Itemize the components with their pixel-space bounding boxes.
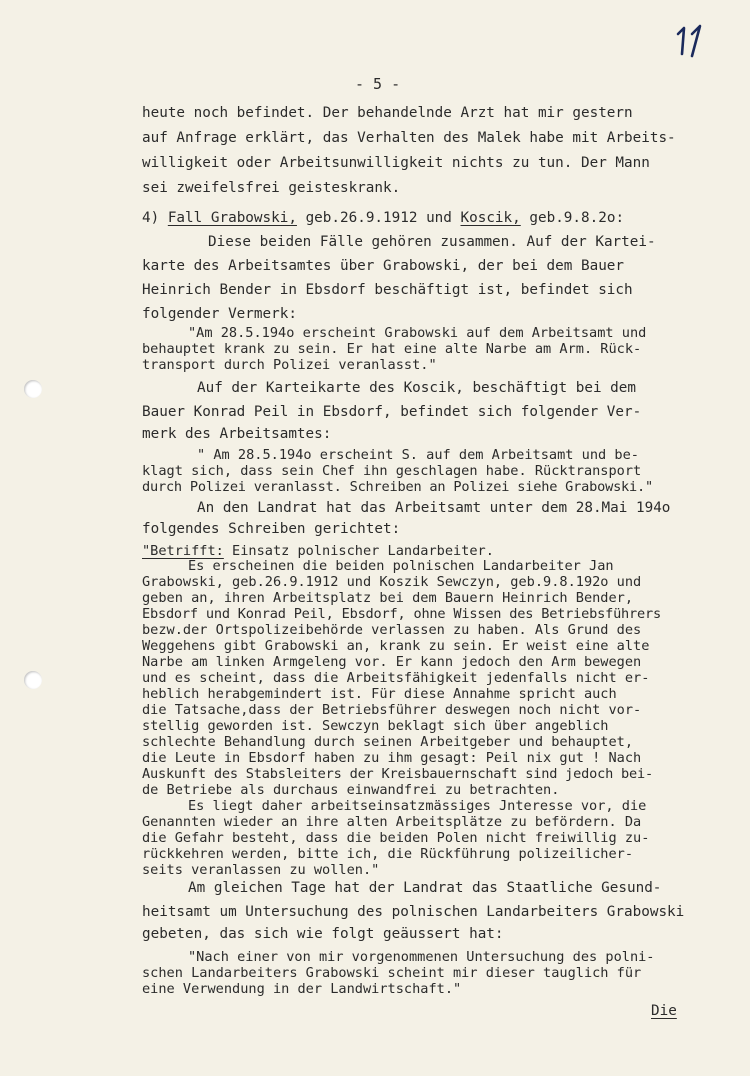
letter-subject-text: Einsatz polnischer Landarbeiter. [223, 543, 494, 559]
quote-line: eine Verwendung in der Landwirtschaft." [142, 981, 462, 997]
letter-line: schlechte Behandlung durch seinen Arbeitgeber und behauptet, [142, 734, 634, 750]
letter-line: Genannten wieder an ihre alten Arbeitsplätze zu befördern. Da [142, 814, 642, 830]
text-line: Bauer Konrad Peil in Ebsdorf, befindet sich folgender Ver- [142, 404, 642, 420]
letter-line: Es liegt daher arbeitseinsatzmässiges Jnteresse vor, die [188, 798, 647, 814]
text-line: heute noch befindet. Der behandelnde Arzt hat mir gestern [142, 105, 633, 121]
text-line: Heinrich Bender in Ebsdorf beschäftigt ist, befindet sich [142, 282, 633, 298]
text-line: An den Landrat hat das Arbeitsamt unter dem 28.Mai 194o [197, 500, 671, 516]
letter-line: Grabowski, geb.26.9.1912 und Koszik Sewczyn, geb.9.8.192o und [142, 574, 642, 590]
letter-subject-label: "Betrifft: [142, 543, 224, 559]
letter-line: die Leute in Ebsdorf haben zu ihm gesagt: Peil nix gut ! Nach [142, 750, 642, 766]
case-number: 4) [142, 210, 160, 226]
letter-line: Ebsdorf und Konrad Peil, Ebsdorf, ohne Wissen des Betriebsführers [142, 606, 661, 622]
letter-line: bezw.der Ortspolizeibehörde verlassen zu haben. Als Grund des [142, 622, 642, 638]
text-line: Am gleichen Tage hat der Landrat das Staatliche Gesund- [188, 880, 662, 896]
case-birth-grabowski: geb.26.9.1912 und [305, 210, 452, 226]
text-line: Auf der Karteikarte des Koscik, beschäftigt bei dem [197, 380, 636, 396]
quote-line: behauptet krank zu sein. Er hat eine alte Narbe am Arm. Rück- [142, 341, 642, 357]
letter-line: de Betriebe als durchaus einwandfrei zu betrachten. [142, 782, 560, 798]
quote-line: schen Landarbeiters Grabowski scheint mir dieser tauglich für [142, 965, 642, 981]
page-number: - 5 - [355, 75, 401, 93]
text-line: folgendes Schreiben gerichtet: [142, 521, 401, 537]
case-heading [142, 210, 624, 226]
letter-line: die Gefahr besteht, dass die beiden Polen nicht freiwillig zu- [142, 830, 650, 846]
letter-line: geben an, ihren Arbeitsplatz bei dem Bauern Heinrich Bender, [142, 590, 634, 606]
letter-line: rückkehren werden, bitte ich, die Rückführung polizeilicher- [142, 846, 634, 862]
letter-line: Weggehens gibt Grabowski an, krank zu sein. Er weist eine alte [142, 638, 650, 654]
text-line: heitsamt um Untersuchung des polnischen Landarbeiters Grabowski [142, 904, 685, 920]
quote-line: " Am 28.5.194o erscheint S. auf dem Arbeitsamt und be- [197, 447, 639, 463]
letter-line: heblich herabgemindert ist. Für diese Annahme spricht auch [142, 686, 617, 702]
case-name-koscik: Koscik, [460, 210, 521, 226]
letter-line: Es erscheinen die beiden polnischen Landarbeiter Jan [188, 558, 614, 574]
text-line: gebeten, das sich wie folgt geäussert hat: [142, 926, 504, 942]
case-birth-koscik: geb.9.8.2o: [529, 210, 625, 226]
quote-line: transport durch Polizei veranlasst." [142, 357, 437, 373]
letter-subject [142, 543, 494, 559]
case-name-grabowski: Fall Grabowski, [167, 210, 297, 226]
quote-line: "Am 28.5.194o erscheint Grabowski auf dem Arbeitsamt und [188, 325, 647, 341]
catchword: Die [651, 1003, 677, 1019]
letter-line: die Tatsache,dass der Betriebsführer deswegen noch nicht vor- [142, 702, 642, 718]
text-line: folgender Vermerk: [142, 306, 297, 322]
letter-line: stellig geworden ist. Sewczyn beklagt sich über angeblich [142, 718, 609, 734]
text-line: auf Anfrage erklärt, das Verhalten des Malek habe mit Arbeits- [142, 130, 676, 146]
punch-hole-bottom [24, 671, 42, 689]
letter-line: und es scheint, dass die Arbeitsfähigkeit jedenfalls nicht er- [142, 670, 650, 686]
quote-line: klagt sich, dass sein Chef ihn geschlagen habe. Rücktransport [142, 463, 642, 479]
text-line: merk des Arbeitsamtes: [142, 426, 332, 442]
letter-line: seits veranlassen zu wollen." [142, 862, 380, 878]
text-line: sei zweifelsfrei geisteskrank. [142, 180, 401, 196]
text-line: willigkeit oder Arbeitsunwilligkeit nichts zu tun. Der Mann [142, 155, 650, 171]
text-line: Diese beiden Fälle gehören zusammen. Auf der Kartei- [208, 234, 656, 250]
letter-line: Narbe am linken Armgeleng vor. Er kann jedoch den Arm bewegen [142, 654, 642, 670]
punch-hole-top [24, 380, 42, 398]
quote-line: durch Polizei veranlasst. Schreiben an Polizei siehe Grabowski." [142, 479, 653, 495]
handwritten-mark [672, 20, 708, 58]
text-line: karte des Arbeitsamtes über Grabowski, der bei dem Bauer [142, 258, 625, 274]
quote-line: "Nach einer von mir vorgenommenen Untersuchung des polni- [188, 949, 655, 965]
letter-line: Auskunft des Stabsleiters der Kreisbauernschaft sind jedoch bei- [142, 766, 653, 782]
